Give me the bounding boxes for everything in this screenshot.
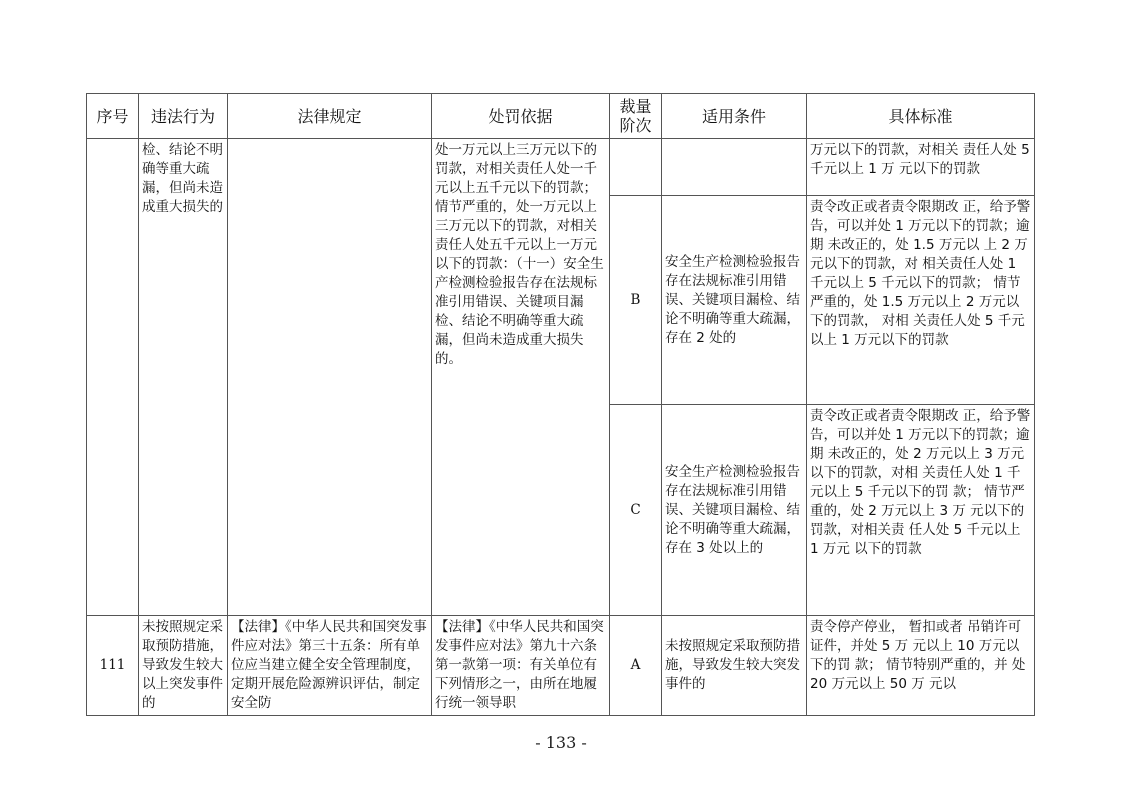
page-number: - 133 - [535, 733, 587, 752]
row110-violation-cell: 检、结论不明确等重大疏漏，但尚未造成重大损失的 [139, 139, 228, 616]
header-violation: 违法行为 [139, 94, 228, 139]
row110-c-condition-cell: 安全生产检测检验报告存在法规标准引用错误、关键项目漏检、结论不明确等重大疏漏， 存在 3 处以上的 [662, 405, 807, 616]
row111-violation-cell: 未按照规定采取预防措施，导致发生较大以上突发事件的 [139, 616, 228, 716]
row111-seq-cell: 111 [87, 616, 139, 716]
row111-basis-cell: 【法律】《中华人民共和国突发事件应对法》第九十六条第一款第一项：有关单位有下列情形之一，由所在地履行统一领导职 [432, 616, 610, 716]
header-level: 裁量 阶次 [610, 94, 662, 139]
header-basis: 处罚依据 [432, 94, 610, 139]
row111-standard-cell: 责令停产停业， 暂扣或者 吊销许可证件，并处 5 万 元以上 10 万元以下的罚 款； 情节特别严重的，并 处 20 万元以上 50 万 元以 [807, 616, 1035, 716]
header-standard: 具体标准 [807, 94, 1035, 139]
row110-a-condition-cell [662, 139, 807, 196]
row111-level-cell: A [610, 616, 662, 716]
row110-b-level-cell: B [610, 196, 662, 405]
row110-b-standard-cell: 责令改正或者责令限期改 正，给予警告，可以并处 1 万元以下的罚款；逾期 未改正的，处 1.5 万元以 上 2 万元以下的罚款，对 相关责任人处 1 千元以上 5 千元以下的罚款； 情节 严重的，处 1.5 万元以上 2 万元以下的罚款， 对相 关责任人处 5 千元以上 1 万元以下的罚款 [807, 196, 1035, 405]
row110-c-level-cell: C [610, 405, 662, 616]
penalty-table [86, 93, 1035, 716]
row110-c-standard-cell: 责令改正或者责令限期改 正，给予警告，可以并处 1 万元以下的罚款；逾期 未改正的，处 2 万元以上 3 万元以下的罚款，对相 关责任人处 1 千元以上 5 千元以下的罚 款； 情节严 重的，处 2 万元以上 3 万 元以下的罚款，对相关责 任人处 5 千元以上 1 万元 以下的罚款 [807, 405, 1035, 616]
row110-a-standard-cell: 万元以下的罚款，对相关 责任人处 5 千元以上 1 万 元以下的罚款 [807, 139, 1035, 196]
row110-law-cell [228, 139, 432, 616]
table-row [87, 139, 1035, 196]
header-row [87, 94, 1035, 139]
header-condition: 适用条件 [662, 94, 807, 139]
row111-law-cell: 【法律】《中华人民共和国突发事件应对法》第三十五条：所有单位应当建立健全安全管理制度，定期开展危险源辨识评估，制定安全防 [228, 616, 432, 716]
table-row [87, 616, 1035, 716]
header-law: 法律规定 [228, 94, 432, 139]
header-seq: 序号 [87, 94, 139, 139]
row110-a-level-cell [610, 139, 662, 196]
row110-seq-cell [87, 139, 139, 616]
row111-condition-cell: 未按照规定采取预防措施，导致发生较大突发事件的 [662, 616, 807, 716]
row110-basis-cell: 处一万元以上三万元以下的罚款，对相关责任人处一千元以上五千元以下的罚款；情节严重的，处一万元以上三万元以下的罚款，对相关责任人处五千元以上一万元以下的罚款：（十一）安全生产检测检验报告存在法规标准引用错误、关键项目漏检、结论不明确等重大疏漏，但尚未造成重大损失的。 [432, 139, 610, 616]
row110-b-condition-cell: 安全生产检测检验报告存在法规标准引用错误、关键项目漏检、结论不明确等重大疏漏， 存在 2 处的 [662, 196, 807, 405]
